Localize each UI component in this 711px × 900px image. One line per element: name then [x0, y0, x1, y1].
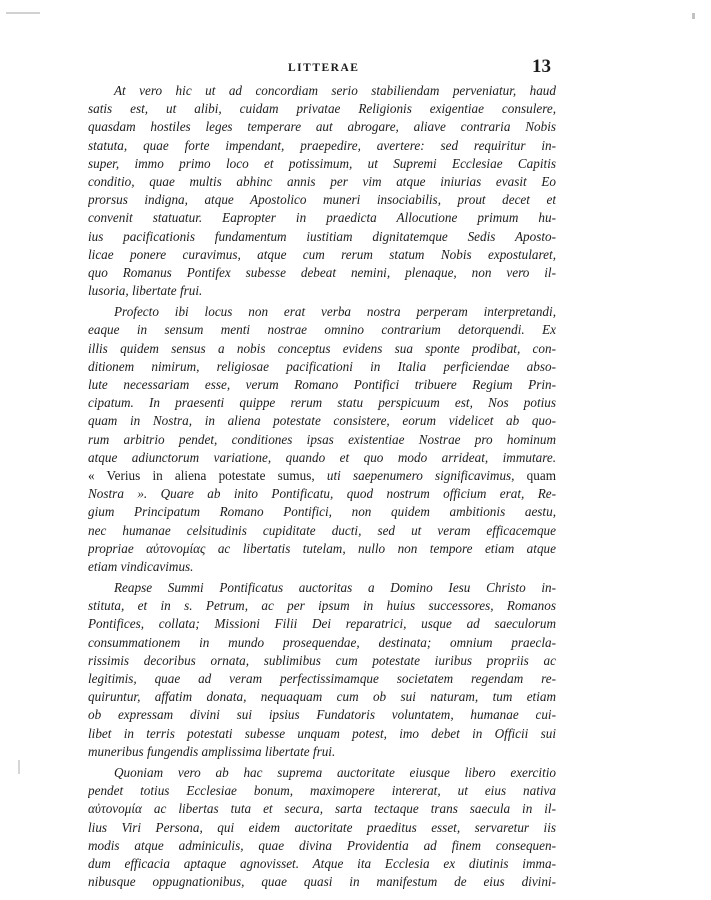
text-line: etiam vindicavimus. — [88, 558, 194, 574]
text-line: rum arbitrio pendet, conditiones ipsas existentiae Nostrae pro hominum — [88, 431, 556, 447]
text-line: Quoniam vero ab hac suprema auctoritate eiusque libero exercitio — [114, 764, 556, 780]
text-line: nec humanae celsitudinis cupiditate ducti, sed ut veram efficacemque — [88, 522, 556, 538]
text-line: lius Viri Persona, qui eidem auctoritate praeditus esset, servaretur iis — [88, 819, 556, 835]
scan-speck — [692, 13, 695, 19]
body-text — [88, 82, 556, 891]
text-line: ob expressam divini sui ipsius Fundatoris voluntatem, humanae cui- — [88, 707, 556, 723]
text-line: consummationem in mundo prosequendae, destinata; omnium praecla- — [88, 634, 556, 650]
scan-speck — [18, 760, 20, 774]
text-line: Profecto ibi locus non erat verba nostra perperam interpretandi, — [114, 304, 556, 320]
text-line: quasdam hostiles leges temperare aut abrogare, aliave contraria Nobis — [88, 119, 556, 135]
text-line: super, immo primo loco et potissimum, ut Supremi Ecclesiae Capitis — [88, 155, 556, 171]
text-line: licae ponere curavimus, atque cum rerum statum Nobis expostularet, — [88, 246, 556, 262]
text-line: libet in terris potestati subesse unquam potest, imo debet in Officii sui — [88, 725, 556, 741]
text-line: quiruntur, affatim donata, nequaquam cum ob sui naturam, tum etiam — [88, 689, 556, 705]
text-line: modis atque adminiculis, quae divina Providentia ad finem consequen- — [88, 837, 556, 853]
quote-line — [88, 467, 556, 485]
text-line: prorsus indigna, atque Apostolico muneri insociabilis, prout decet et — [88, 192, 556, 208]
text-line: Nostra ». Quare ab inito Pontificatu, quod nostrum officium erat, Re- — [88, 486, 556, 502]
quote-tail: quam — [514, 467, 556, 483]
text-line: satis est, ut alibi, cuidam privatae Religionis exigentiae consulere, — [88, 101, 556, 117]
text-line: Pontifices, collata; Missioni Filii Dei reparatrici, usque ad saeculorum — [88, 616, 556, 632]
text-line: stituta, et in s. Petrum, ac per ipsum in huius successores, Romanos — [88, 598, 556, 614]
running-title: LITTERAE — [288, 62, 360, 74]
text-line: convenit statuatur. Eapropter in praedicta Allocutione primum hu- — [88, 210, 556, 226]
text-line: Reapse Summi Pontificatus auctoritas a Domino Iesu Christo in- — [114, 580, 556, 596]
text-line: nibusque oppugnationibus, quae quasi in manifestum de eius divini- — [88, 874, 556, 890]
text-line: conditio, quae multis abhinc annis per vim atque iniurias evasit Eo — [88, 173, 556, 189]
text-line: illis quidem sensus a nobis conceptus evidens sua sponte prodibat, con- — [88, 340, 556, 356]
text-line: muneribus fungendis amplissima libertate frui. — [88, 743, 336, 759]
text-line: propriae αὐτονομίας ac libertatis tutelam, nullo non tempore etiam atque — [88, 540, 556, 556]
text-line: statuta, quae forte impendant, praepedire, avertere: sed requiritur in- — [88, 137, 556, 153]
text-line: dum efficacia aptaque agnovisset. Atque ita Ecclesia ex diutinis imma- — [88, 855, 556, 871]
text-line: gium Principatum Romano Pontifici, non quidem ambitionis aestu, — [88, 504, 556, 520]
text-line: cipatum. In praesenti quippe rerum statu perspicuum est, Nos potius — [88, 395, 556, 411]
text-line: αὐτονομία ac libertas tuta et secura, sarta tectaque trans saecula in il- — [88, 801, 556, 817]
quote-aside: uti saepenumero significavimus, — [314, 467, 515, 483]
quote-text: « Verius in aliena potestate sumus, — [88, 467, 315, 483]
text-line: atque adiunctorum variatione, quando et quo modo arrideat, immutare. — [88, 449, 556, 465]
text-line: quo Romanus Pontifex subesse debeat nemini, plenaque, non vero il- — [88, 264, 556, 280]
text-line: lute necessariam esse, verum Romano Pontifici tribuere Regium Prin- — [88, 377, 556, 392]
page-number: 13 — [532, 56, 551, 77]
text-line: pendet totius Ecclesiae bonum, maximopere intererat, ut eius nativa — [88, 783, 556, 799]
scan-speck — [6, 12, 40, 14]
text-line: legitimis, quae ad veram perfectissimamque societatem regendam re- — [88, 671, 556, 686]
text-line: quam in Nostra, in aliena potestate consistere, eorum videlicet ab quo- — [88, 413, 556, 429]
text-line: eaque in sensum menti nostrae omnino contrarium detorquendi. Ex — [88, 322, 556, 338]
text-line: ditionem nimirum, religiosae pacificationi in Italia perficiendae abso- — [88, 358, 556, 374]
text-line: ius pacificationis fundamentum iustitiam dignitatemque Sedis Aposto- — [88, 228, 556, 244]
text-line: rissimis decoribus ornata, sublimibus cum potestate iuribus propriis ac — [88, 652, 556, 668]
text-line: lusoria, libertate frui. — [88, 283, 203, 299]
text-line: At vero hic ut ad concordiam serio stabiliendam perveniatur, haud — [114, 83, 556, 98]
running-header — [0, 56, 711, 80]
